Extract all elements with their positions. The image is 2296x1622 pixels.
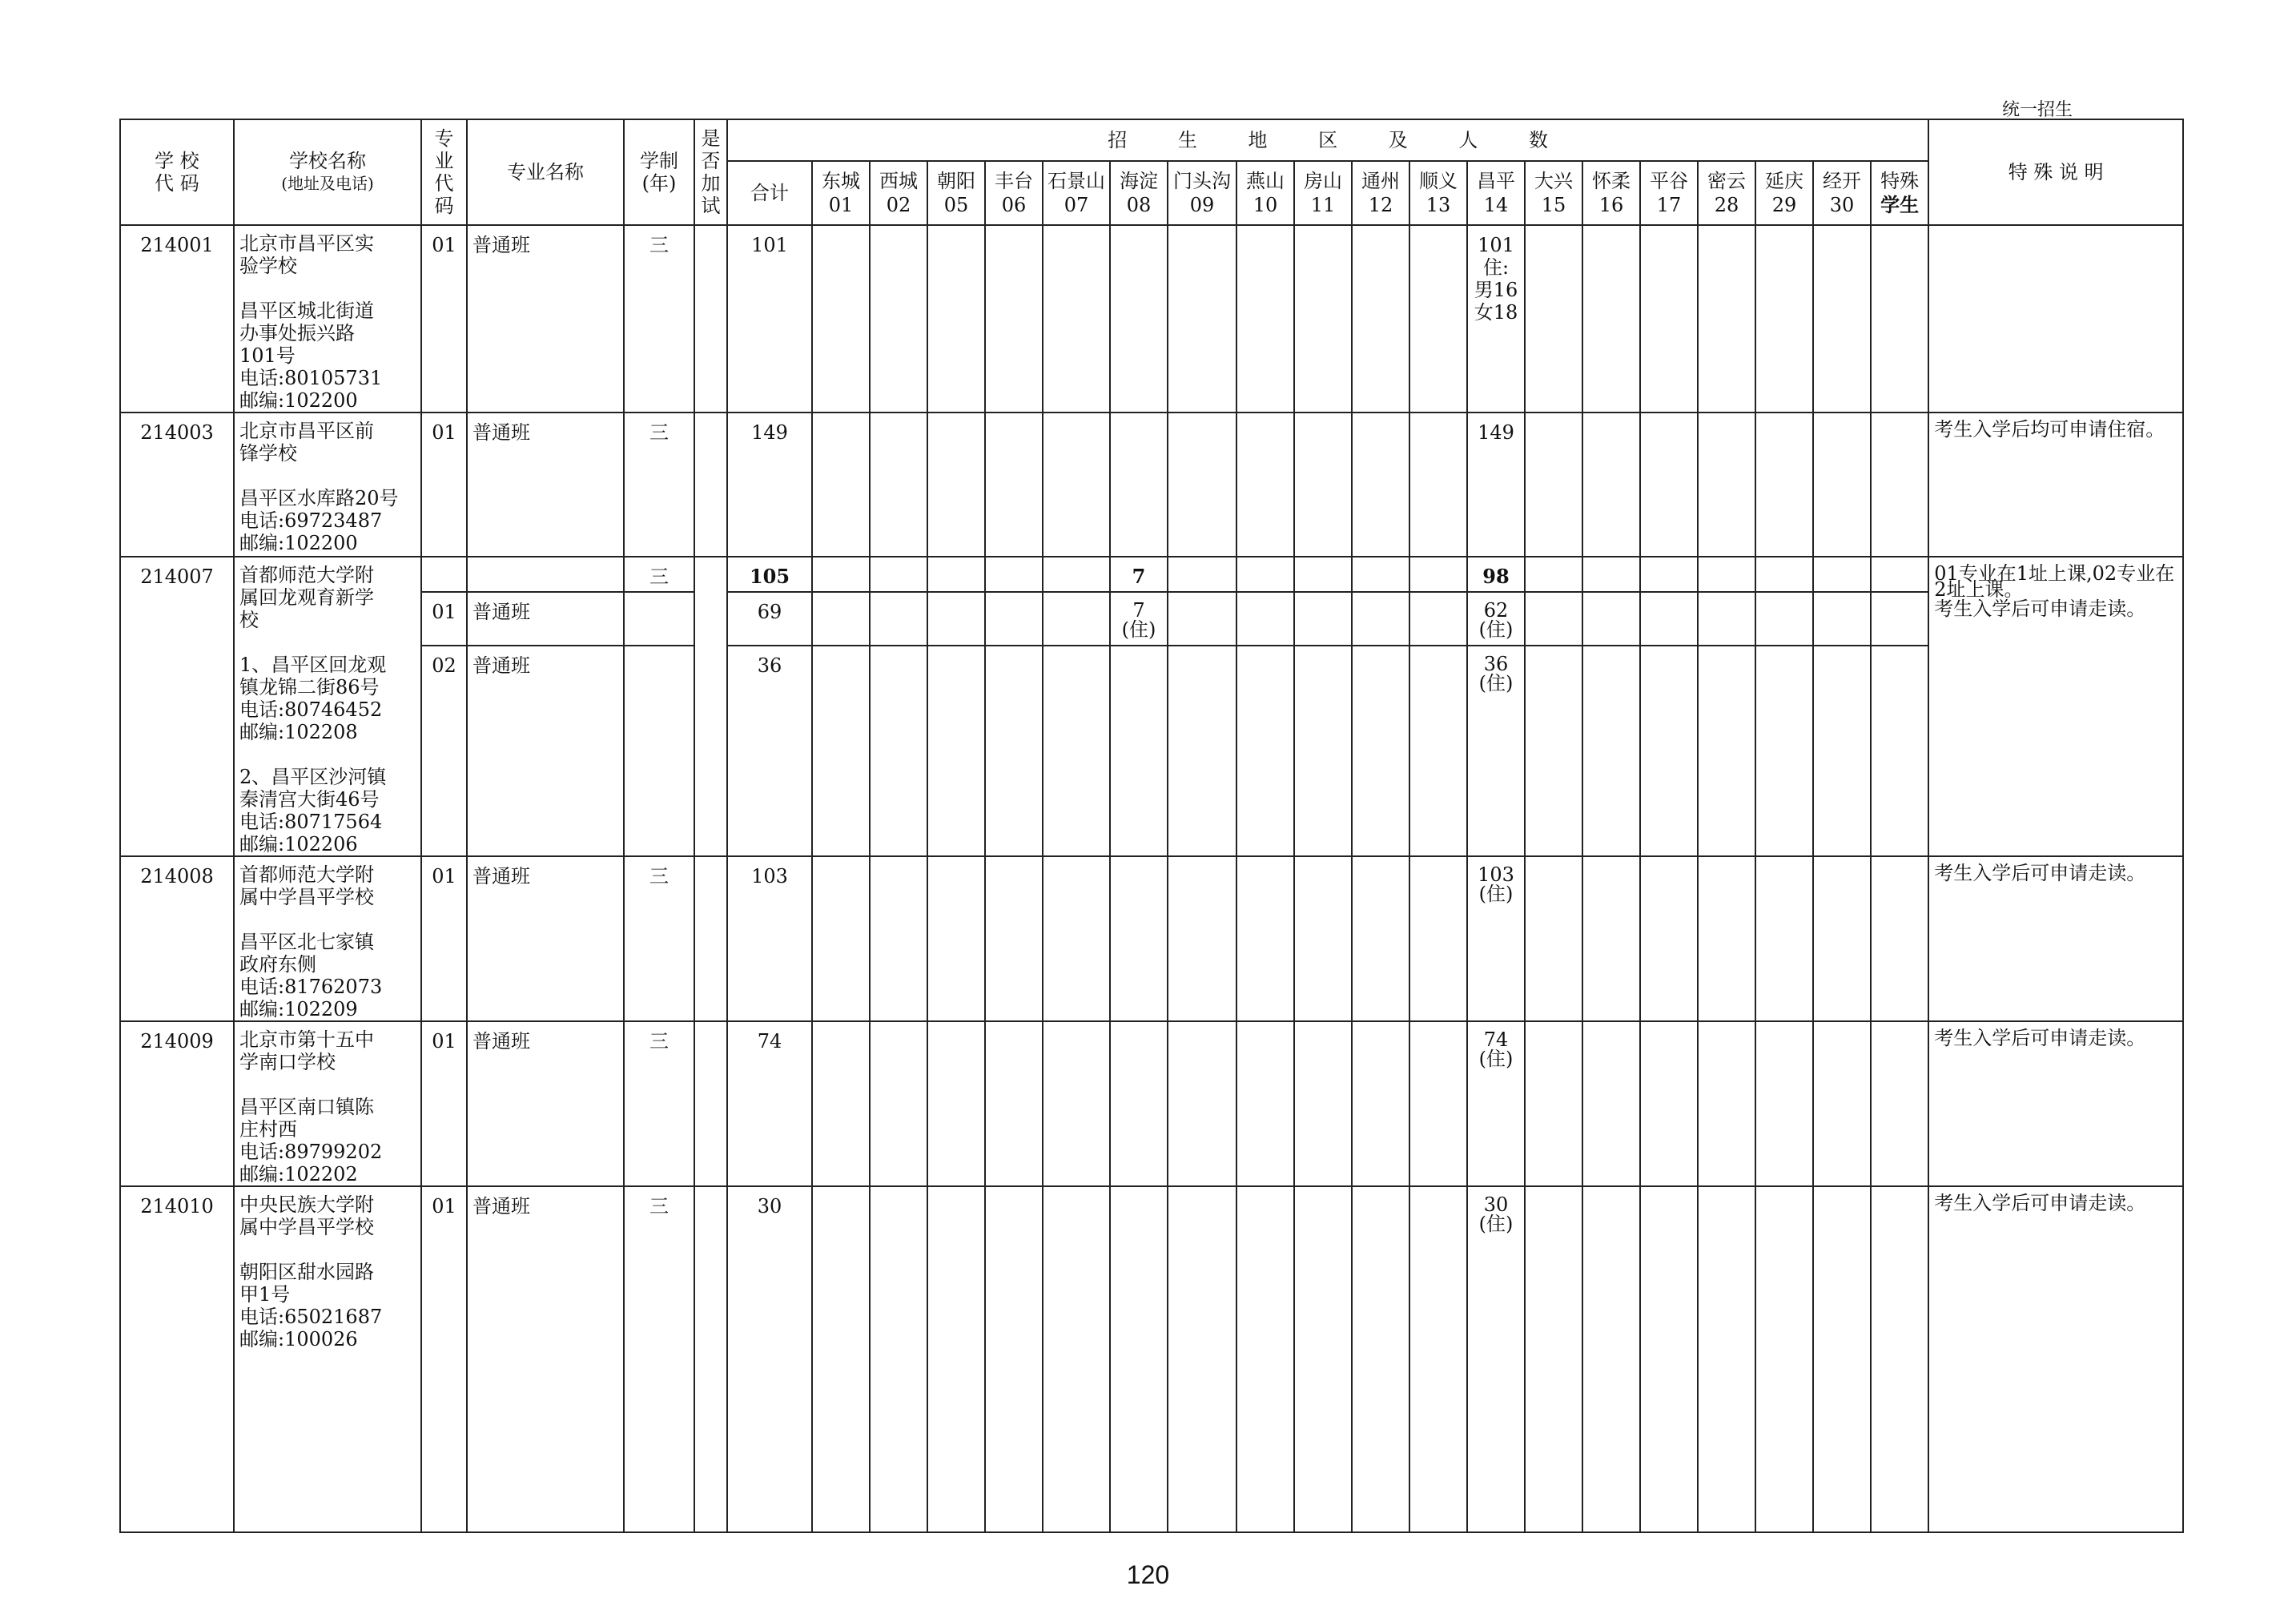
region-daxing: 大兴 15: [1525, 161, 1582, 225]
changping-count: 62 (住): [1467, 592, 1525, 645]
duration: 三: [624, 1186, 694, 1532]
total: 30: [727, 1186, 812, 1532]
region-fangshan: 房山 11: [1294, 161, 1352, 225]
table-row: [120, 225, 2183, 413]
top-right-label: 统一招生: [2002, 100, 2073, 120]
region-huairou: 怀柔 16: [1582, 161, 1640, 225]
special-note: 考生入学后可申请走读。: [1928, 1021, 2183, 1186]
region-special: 特殊 学生: [1871, 161, 1928, 225]
special-note: [1928, 225, 2183, 413]
table-row-summary: [120, 557, 2183, 592]
special-note: 考生入学后可申请走读。: [1928, 856, 2183, 1021]
header-row-1: [120, 119, 2183, 161]
major-name: 普通班: [467, 1186, 624, 1532]
table-row: [120, 592, 2183, 645]
table-row: [120, 1021, 2183, 1186]
major-name: 普通班: [467, 646, 624, 856]
school-code: 214007: [120, 557, 234, 856]
total: 149: [727, 413, 812, 557]
header-region-banner: 招 生 地 区 及 人 数: [727, 119, 1928, 161]
major-code: 01: [421, 1021, 467, 1186]
table-row: [120, 646, 2183, 856]
major-name: 普通班: [467, 1021, 624, 1186]
extra-test: [694, 1186, 727, 1532]
region-chaoyang: 朝阳 05: [927, 161, 985, 225]
region-mentougou: 门头沟 09: [1168, 161, 1236, 225]
school-name-address: 北京市昌平区前 锋学校 昌平区水库路20号 电话:69723487 邮编:102200: [234, 413, 421, 557]
total: 36: [727, 646, 812, 856]
duration: 三: [624, 557, 694, 592]
header-special-note: 特 殊 说 明: [1928, 119, 2183, 225]
changping-count: 36 (住): [1467, 646, 1525, 856]
region-fengtai: 丰台 06: [985, 161, 1043, 225]
header-extra-test: 是 否 加 试: [694, 119, 727, 225]
total: 69: [727, 592, 812, 645]
region-pinggu: 平谷 17: [1640, 161, 1698, 225]
duration: 三: [624, 413, 694, 557]
changping-count: 149: [1467, 413, 1525, 557]
total: 103: [727, 856, 812, 1021]
school-code: 214009: [120, 1021, 234, 1186]
header-duration: 学制 (年): [624, 119, 694, 225]
duration: 三: [624, 856, 694, 1021]
school-name-address: 首都师范大学附 属回龙观育新学 校 1、昌平区回龙观 镇龙锦二街86号 电话:80746452 邮编:102208 2、昌平区沙河镇 秦清宫大街46号 电话:80717564 邮编:102206: [234, 557, 421, 856]
table-row: [120, 1186, 2183, 1532]
enrollment-table: [119, 119, 2184, 1533]
region-total: 合计: [727, 161, 812, 225]
school-name-address: 首都师范大学附 属中学昌平学校 昌平区北七家镇 政府东侧 电话:81762073 邮编:102209: [234, 856, 421, 1021]
major-name: 普通班: [467, 413, 624, 557]
school-name-address: 中央民族大学附 属中学昌平学校 朝阳区甜水园路 甲1号 电话:65021687 邮编:100026: [234, 1186, 421, 1532]
major-code: 02: [421, 646, 467, 856]
region-changping: 昌平 14: [1467, 161, 1525, 225]
total: 101: [727, 225, 812, 413]
major-name: 普通班: [467, 592, 624, 645]
table-row: [120, 413, 2183, 557]
region-miyun: 密云 28: [1698, 161, 1755, 225]
total: 74: [727, 1021, 812, 1186]
school-name-address: 北京市第十五中 学南口学校 昌平区南口镇陈 庄村西 电话:89799202 邮编:102202: [234, 1021, 421, 1186]
major-name: 普通班: [467, 225, 624, 413]
major-code: 01: [421, 592, 467, 645]
extra-test: [694, 1021, 727, 1186]
region-shijingshan: 石景山 07: [1043, 161, 1110, 225]
major-code: 01: [421, 856, 467, 1021]
total: 105: [727, 557, 812, 592]
special-note: 考生入学后可申请走读。: [1928, 1186, 2183, 1532]
header-major-name: 专业名称: [467, 119, 624, 225]
page-number: 120: [1126, 1560, 1170, 1589]
region-haidian: 海淀 08: [1110, 161, 1168, 225]
header-school-name: 学校名称 (地址及电话): [234, 119, 421, 225]
school-code: 214003: [120, 413, 234, 557]
header-major-code: 专 业 代 码: [421, 119, 467, 225]
table-row: [120, 856, 2183, 1021]
major-code: 01: [421, 413, 467, 557]
region-shunyi: 顺义 13: [1409, 161, 1467, 225]
region-yanqing: 延庆 29: [1755, 161, 1813, 225]
school-name-address: 北京市昌平区实 验学校 昌平区城北街道 办事处振兴路 101号 电话:80105731 邮编:102200: [234, 225, 421, 413]
extra-test: [694, 856, 727, 1021]
school-code: 214008: [120, 856, 234, 1021]
major-name: 普通班: [467, 856, 624, 1021]
changping-count: 101 住: 男16 女18: [1467, 225, 1525, 413]
extra-test: [694, 225, 727, 413]
major-code: 01: [421, 1186, 467, 1532]
school-code: 214010: [120, 1186, 234, 1532]
changping-count: 30 (住): [1467, 1186, 1525, 1532]
region-tongzhou: 通州 12: [1352, 161, 1409, 225]
school-code: 214001: [120, 225, 234, 413]
duration: 三: [624, 1021, 694, 1186]
changping-count: 98: [1467, 557, 1525, 592]
special-note: 考生入学后均可申请住宿。: [1928, 413, 2183, 557]
changping-count: 74 (住): [1467, 1021, 1525, 1186]
changping-count: 103 (住): [1467, 856, 1525, 1021]
extra-test: [694, 557, 727, 856]
special-note: 01专业在1址上课,02专业在 2址上课。 考生入学后可申请走读。: [1928, 557, 2183, 856]
extra-test: [694, 413, 727, 557]
region-xicheng: 西城 02: [870, 161, 927, 225]
header-school-code: 学 校 代 码: [120, 119, 234, 225]
major-code: 01: [421, 225, 467, 413]
haidian-count: 7: [1110, 557, 1168, 592]
duration: 三: [624, 225, 694, 413]
region-dongcheng: 东城 01: [812, 161, 870, 225]
haidian-count: 7 (住): [1110, 592, 1168, 645]
region-jingkai: 经开 30: [1813, 161, 1871, 225]
region-yanshan: 燕山 10: [1236, 161, 1294, 225]
